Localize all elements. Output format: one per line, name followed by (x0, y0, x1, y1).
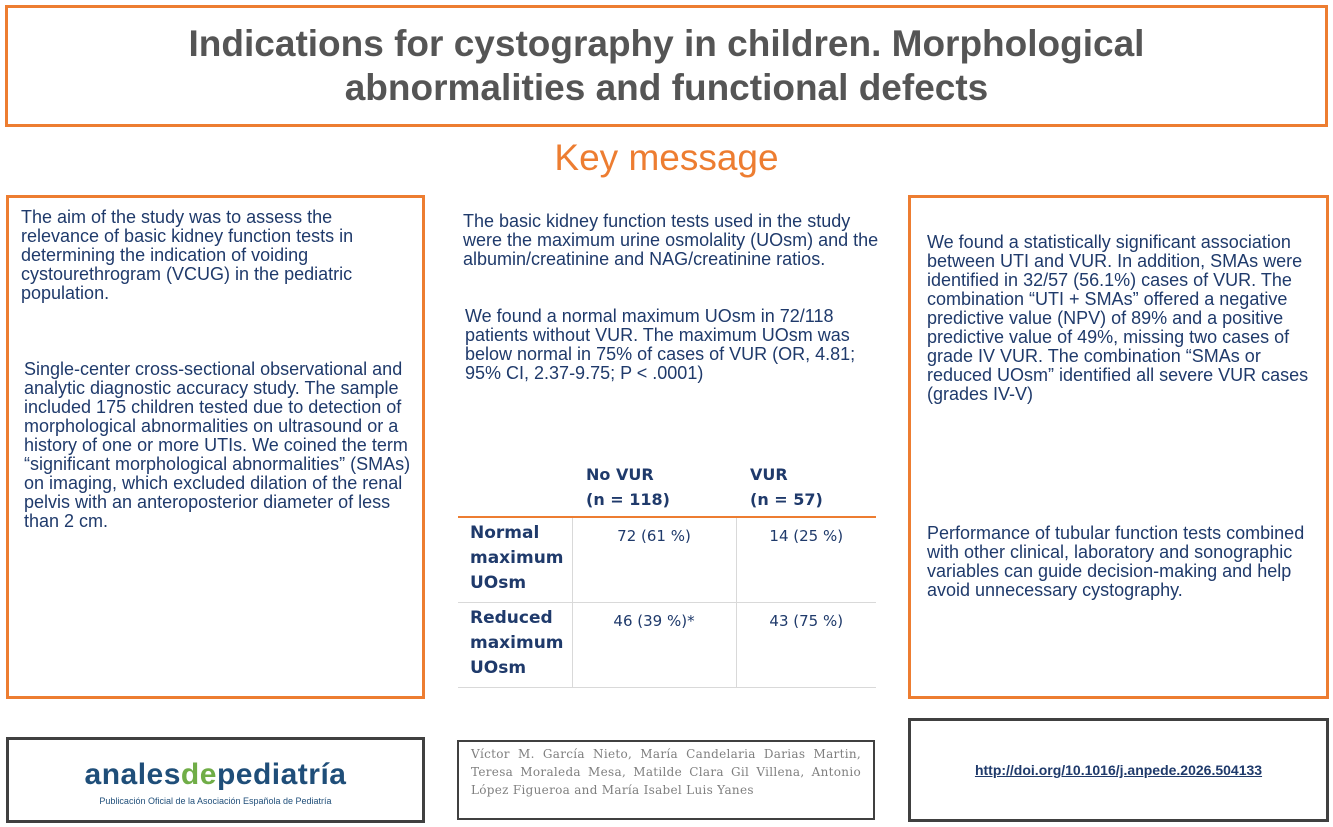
header-no-vur: No VUR (n = 118) (586, 465, 670, 509)
row-label-normal: Normal maximum UOsm (470, 523, 564, 593)
table-row (458, 603, 876, 688)
methods-text: Single-center cross-sectional observational and analytic diagnostic accuracy study. The sample included 175 children tested due to detection of morphological abnormalities on ultrasound or a history of one or more UTIs. We coined the term “significant morphological abnormalities” (SMAs) on imaging, which excluded dilation of the renal pelvis with an anteroposterior diameter of less than 2 cm. (24, 359, 411, 531)
page-title: Indications for cystography in children. Morphological abnormalities and functional defects (188, 23, 1145, 108)
cell-normal-no-vur: 72 (61 %) (572, 517, 736, 603)
doi-link[interactable]: http://doi.org/10.1016/j.anpede.2026.504133 (974, 762, 1263, 778)
journal-name: analesdepediatría (84, 758, 347, 791)
uosm-table (458, 452, 876, 688)
conclusion-text: Performance of tubular function tests combined with other clinical, laboratory and sonographic variables can guide decision-making and help avoid unnecessary cystography. (927, 523, 1305, 600)
header-vur: VUR (n = 57) (750, 465, 823, 509)
intro-text: The basic kidney function tests used in the study were the maximum urine osmolality (UOsm) and the albumin/creatinine and NAG/creatinine ratios. (463, 211, 879, 269)
key-message-heading: Key message (554, 137, 779, 178)
cell-reduced-no-vur: 46 (39 %)* (572, 603, 736, 688)
results-text: We found a normal maximum UOsm in 72/118 patients without VUR. The maximum UOsm was below normal in 75% of cases of VUR (OR, 4.81; 95% CI, 2.37-9.75; P < .0001) (465, 306, 856, 383)
association-text: We found a statistically significant association between UTI and VUR. In addition, SMAs were identified in 32/57 (56.1%) cases of VUR. The combination “UTI + SMAs” offered a negative predictive value (NPV) of 89% and a positive predictive value of 49%, missing two cases of grade IV VUR. The combination “SMAs or reduced UOsm” identified all severe VUR cases (grades IV-V) (927, 232, 1309, 404)
cell-reduced-vur: 43 (75 %) (736, 603, 876, 688)
title-banner (5, 5, 1328, 127)
journal-logo (6, 737, 425, 823)
authors-panel (457, 740, 875, 820)
objective-text: The aim of the study was to assess the relevance of basic kidney function tests in determining the indication of voiding cystourethrogram (VCUG) in the pediatric population. (21, 207, 354, 303)
authors-text: Víctor M. García Nieto, María Candelaria Darias Martin, Teresa Moraleda Mesa, Matilde Clara Gil Villena, Antonio López Figueroa and María Isabel Luis Yanes (471, 747, 861, 797)
journal-subtitle: Publicación Oficial de la Asociación Española de Pediatría (99, 796, 332, 806)
cell-normal-vur: 14 (25 %) (736, 517, 876, 603)
doi-panel (908, 718, 1329, 822)
table-row (458, 517, 876, 603)
table-header-row (458, 452, 876, 517)
row-label-reduced: Reduced maximum UOsm (470, 608, 564, 678)
